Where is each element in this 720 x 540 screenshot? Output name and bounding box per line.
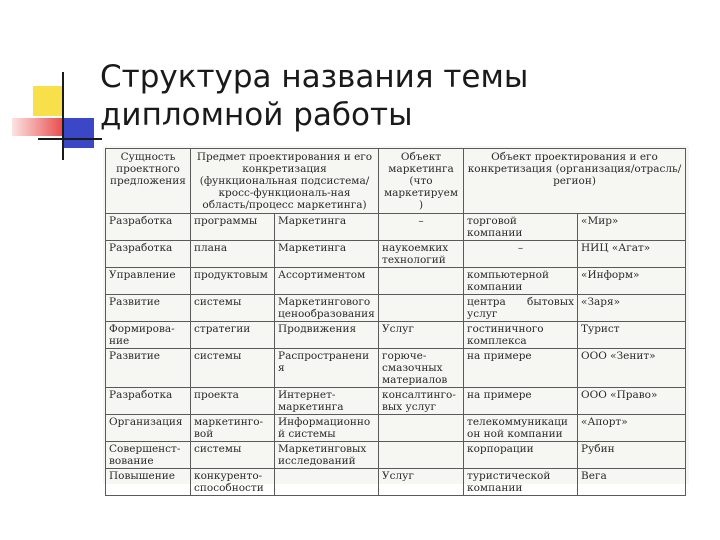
table-cell: гостиничного комплекса	[464, 322, 578, 349]
table-cell: Интернет-маркетинга	[275, 388, 379, 415]
decor-yellow-square	[33, 86, 63, 116]
table-cell: Разработка	[106, 388, 191, 415]
table-cell: программы	[191, 214, 275, 241]
table-cell: центра бытовых услуг	[464, 295, 578, 322]
table-cell: торговой компании	[464, 214, 578, 241]
table-cell	[379, 295, 464, 322]
slide-title-line-2: дипломной работы	[100, 97, 413, 133]
table-cell: консалтинго-вых услуг	[379, 388, 464, 415]
decor-horizontal-line	[38, 138, 102, 140]
table-cell: НИЦ «Агат»	[578, 241, 686, 268]
table-cell: проекта	[191, 388, 275, 415]
table-cell: ООО «Зенит»	[578, 349, 686, 388]
table-cell: «Апорт»	[578, 415, 686, 442]
table-cell: Разработка	[106, 241, 191, 268]
table-row	[106, 469, 686, 496]
table-cell: Продвижения	[275, 322, 379, 349]
table-cell: Распространения	[275, 349, 379, 388]
table-cell: плана	[191, 241, 275, 268]
table-cell: Развитие	[106, 349, 191, 388]
table-cell: Повышение	[106, 469, 191, 496]
table-cell: «Мир»	[578, 214, 686, 241]
table-cell: наукоемких технологий	[379, 241, 464, 268]
table-header-row	[106, 149, 686, 214]
table-cell	[275, 469, 379, 496]
decor-red-bar	[12, 118, 64, 136]
table-row	[106, 241, 686, 268]
table-cell: корпорации	[464, 442, 578, 469]
decor-blue-square	[64, 118, 94, 148]
table-cell: продуктовым	[191, 268, 275, 295]
table-cell: Ассортиментом	[275, 268, 379, 295]
table-cell	[379, 268, 464, 295]
table-cell: Турист	[578, 322, 686, 349]
table-cell: на примере	[464, 349, 578, 388]
topic-structure-table	[105, 148, 686, 496]
table-cell: «Информ»	[578, 268, 686, 295]
table-cell: Формирова-ние	[106, 322, 191, 349]
table-cell: Управление	[106, 268, 191, 295]
table-cell: компьютерной компании	[464, 268, 578, 295]
table-cell: системы	[191, 295, 275, 322]
header-design-object: Объект проектирования и его конкретизация (организация/отрасль/регион)	[464, 149, 686, 214]
table-cell: Рубин	[578, 442, 686, 469]
table-cell: конкуренто-способности	[191, 469, 275, 496]
table-cell: маркетинго-вой	[191, 415, 275, 442]
table-cell: на примере	[464, 388, 578, 415]
table-cell: Услуг	[379, 322, 464, 349]
table-cell: Развитие	[106, 295, 191, 322]
header-marketing-object: Объект маркетинга (что маркетируем)	[379, 149, 464, 214]
table-cell: –	[379, 214, 464, 241]
table-cell: туристической компании	[464, 469, 578, 496]
table-cell: Маркетингового ценообразования	[275, 295, 379, 322]
table-row	[106, 442, 686, 469]
table-cell: телекоммуникацион ной компании	[464, 415, 578, 442]
table-cell: Совершенст-вование	[106, 442, 191, 469]
table-row	[106, 214, 686, 241]
table-row	[106, 322, 686, 349]
table-cell: Маркетинга	[275, 241, 379, 268]
table-cell: ООО «Право»	[578, 388, 686, 415]
header-subject: Предмет проектирования и его конкретизация (функциональная подсистема/ кросс-функциональ-ная область/процесс маркетинга)	[191, 149, 379, 214]
table-cell: Вега	[578, 469, 686, 496]
slide-title	[100, 58, 528, 134]
header-essence: Сущность проектного предложения	[106, 149, 191, 214]
table-cell: горюче-смазочных материалов	[379, 349, 464, 388]
table-row	[106, 415, 686, 442]
table-cell	[379, 415, 464, 442]
table-cell	[379, 442, 464, 469]
table-row	[106, 349, 686, 388]
table-row	[106, 388, 686, 415]
table-cell: Услуг	[379, 469, 464, 496]
table-cell: Разработка	[106, 214, 191, 241]
table-cell: –	[464, 241, 578, 268]
table-cell: стратегии	[191, 322, 275, 349]
table-cell: Информационной системы	[275, 415, 379, 442]
table-cell: системы	[191, 349, 275, 388]
slide-title-line-1: Структура названия темы	[100, 59, 529, 95]
table-row	[106, 295, 686, 322]
table-cell: «Заря»	[578, 295, 686, 322]
table-cell: Организация	[106, 415, 191, 442]
table-cell: Маркетинговых исследований	[275, 442, 379, 469]
table-row	[106, 268, 686, 295]
decor-vertical-line	[62, 72, 64, 160]
table-cell: системы	[191, 442, 275, 469]
table-cell: Маркетинга	[275, 214, 379, 241]
